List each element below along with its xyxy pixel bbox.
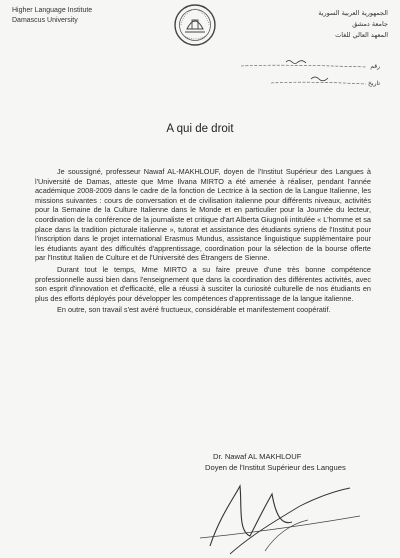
signatory-name: Dr. Nawaf AL MAKHLOUF [213,452,302,461]
header-left [12,6,92,26]
republic-name-ar: الجمهورية العربية السورية [318,9,388,17]
ref-date-label: تاريخ [368,80,380,87]
institute-name-ar: المعهد العالي للغات [335,31,388,39]
institute-name-en: Higher Language Institute [12,7,93,14]
reference-fields [216,58,386,98]
header-right [318,8,388,41]
university-name-en: Damascus University [12,17,78,24]
university-seal-icon [173,3,217,47]
body-paragraph-2: Durant tout le temps, Mme MIRTO a su faire preuve d'une très bonne compétence professionnelle aussi bien dans l'enseignement que dans la coordination des différentes activités, avec son esprit d'innovation et d'efficacité, elle a réussi à susciter la curiosité culturelle de nos étudiants en plus des efforts déployés pour développer les compétences d'apprentissage de la langue italienne. [35,264,371,303]
handwritten-signature-icon [180,476,370,558]
letter-body [35,167,371,317]
body-paragraph-3: En outre, son travail s'est avéré fructueux, considérable et manifestement coopératif. [57,305,331,315]
signatory-role: Doyen de l'Institut Supérieur des Langues [205,463,346,472]
university-name-ar: جامعة دمشق [352,20,388,28]
ref-number-label: رقم [370,63,380,70]
document-title: A qui de droit [166,123,234,135]
body-paragraph-1: Je soussigné, professeur Nawaf AL-MAKHLOUF, doyen de l'Institut Supérieur des Langues à l'Université de Damas, atteste que Mme Ilvana MIRTO a été amenée à réaliser, pendant l'année académique 2008-2009 dans le cadre de la fonction de Lectrice à la section de la Langue Italienne, les missions suivantes : cours de conversation et de civilisation italienne pour différents niveaux, activités pour la Semaine de la Culture Italienne dans le Monde et en particulier pour la Journée du lecteur, coordination de la conférence de la journaliste et critique d'art Alberta Giugnoli intitulée « L'homme et sa place dans la tradition picturale italienne », tutorat et assistance des étudiants syriens de l'Institut pour l'inscription dans le projet international Erasmus Mundus, assistance linguistique supplémentaire pour les étudiants ayant des difficultés d'apprentissage, coordination pour la sélection de la bourse offerte par l'Institut Italien de Culture et de l'Université des Étrangers de Sienne. [35,167,371,263]
signature-block [205,451,346,473]
